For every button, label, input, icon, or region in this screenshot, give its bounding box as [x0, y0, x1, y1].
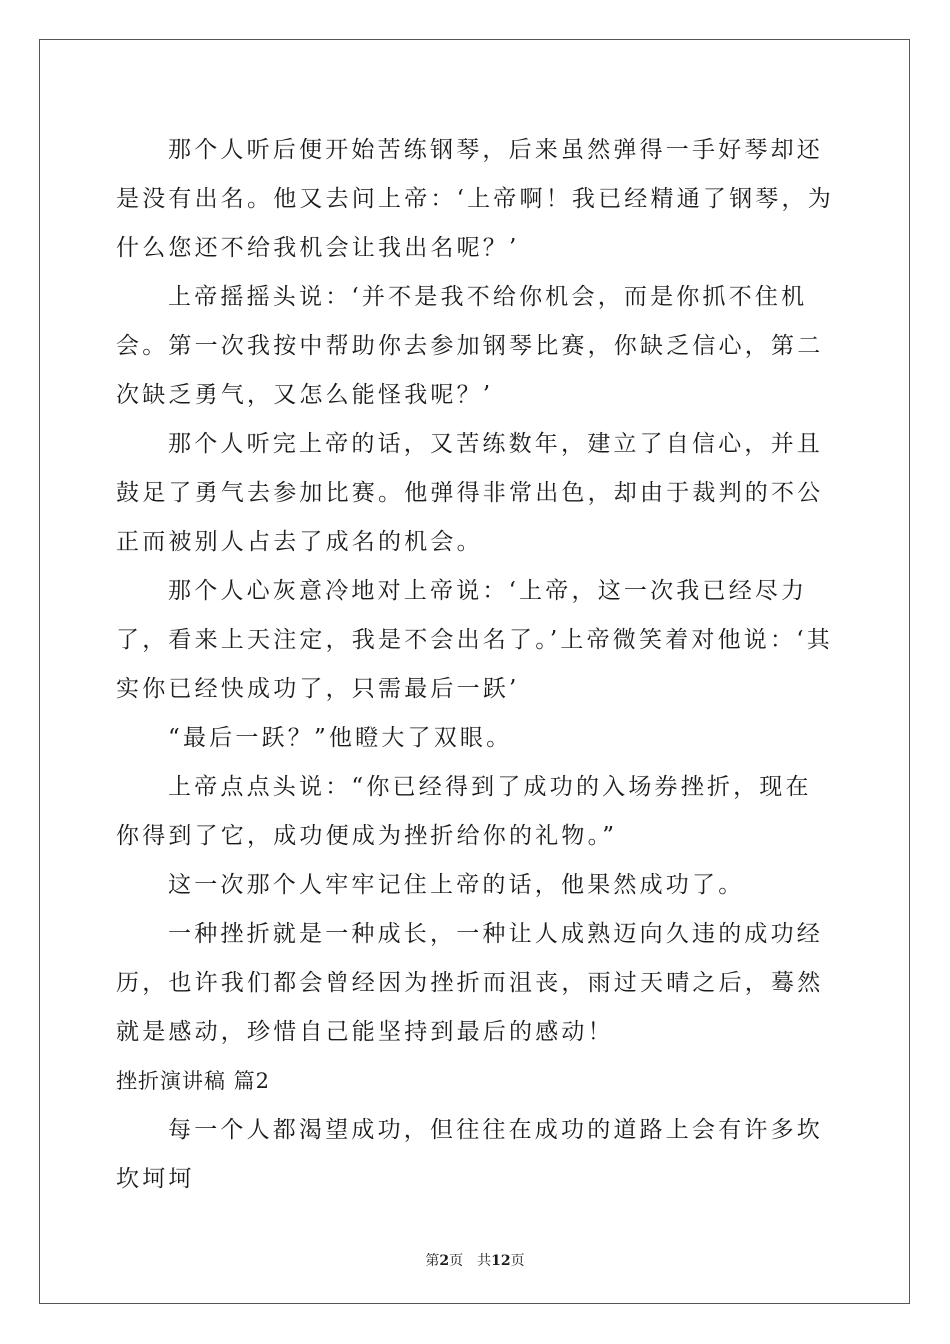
paragraph-5: “最后一跃？”他瞪大了双眼。: [168, 725, 513, 751]
page-footer: [0, 1250, 950, 1270]
footer-page-number: 2: [439, 1253, 450, 1269]
paragraph-4: 那个人心灰意冷地对上帝说：‘上帝，这一次我已经尽力了，看来上天注定，我是不会出名了。’上帝微笑着对他说：‘其实你已经快成功了，只需最后一跃’: [116, 578, 833, 702]
paragraph-6: 上帝点点头说：“你已经得到了成功的入场券挫折，现在你得到了它，成功便成为挫折给你的礼物。”: [116, 774, 812, 849]
footer-total-pages: 12: [491, 1253, 511, 1269]
document-body: [116, 126, 836, 1204]
footer-total-prefix: 共: [477, 1253, 492, 1269]
paragraph-8: 一种挫折就是一种成长，一种让人成熟迈向久违的成功经历，也许我们都会曾经因为挫折而沮丧，雨过天晴之后，蓦然就是感动，珍惜自己能坚持到最后的感动！: [116, 921, 824, 1045]
footer-total-suffix: 页: [510, 1253, 525, 1269]
footer-page-suffix: 页: [449, 1253, 464, 1269]
paragraph-3: 那个人听完上帝的话，又苦练数年，建立了自信心，并且鼓足了勇气去参加比赛。他弹得非常出色，却由于裁判的不公正而被别人占去了成名的机会。: [116, 431, 824, 555]
paragraph-1: 那个人听后便开始苦练钢琴，后来虽然弹得一手好琴却还是没有出名。他又去问上帝：‘上帝啊！我已经精通了钢琴，为什么您还不给我机会让我出名呢？’: [116, 137, 834, 261]
section-heading: 挫折演讲稿 篇2: [116, 1069, 271, 1093]
paragraph-9: 每一个人都渴望成功，但往往在成功的道路上会有许多坎坎坷坷: [116, 1117, 823, 1192]
footer-page-prefix: 第: [425, 1253, 440, 1269]
paragraph-7: 这一次那个人牢牢记住上帝的话，他果然成功了。: [168, 872, 745, 898]
paragraph-2: 上帝摇摇头说：‘并不是我不给你机会，而是你抓不住机会。第一次我按中帮助你去参加钢琴比赛，你缺乏信心，第二次缺乏勇气，又怎么能怪我呢？’: [116, 284, 824, 408]
